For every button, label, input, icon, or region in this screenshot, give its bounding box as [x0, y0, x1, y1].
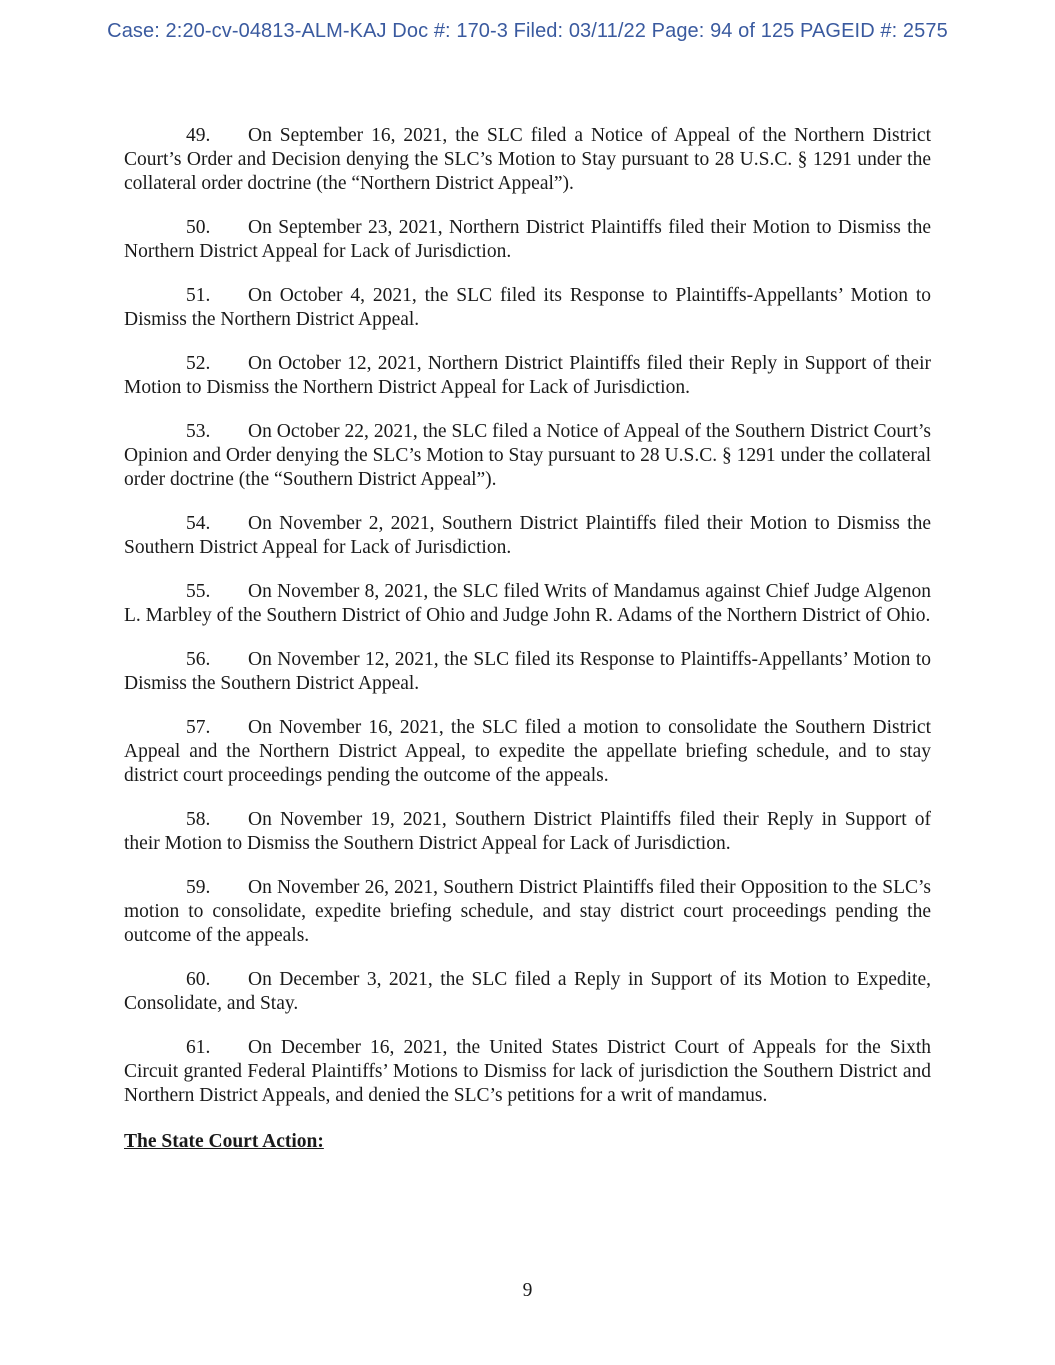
paragraph-number: 58.	[186, 809, 211, 830]
paragraph-text: On October 4, 2021, the SLC filed its Response to Plaintiffs-Appellants’ Motion to Dismiss the Northern District Appeal.	[124, 285, 931, 330]
paragraph-number: 54.	[186, 513, 211, 534]
paragraph-50	[124, 216, 931, 264]
paragraph-text: On October 22, 2021, the SLC filed a Notice of Appeal of the Southern District Court’s Opinion and Order denying the SLC’s Motion to Stay pursuant to 28 U.S.C. § 1291 under the collateral order doctrine (the “Southern District Appeal”).	[124, 421, 931, 490]
paragraph-text: On September 23, 2021, Northern District Plaintiffs filed their Motion to Dismiss the Northern District Appeal for Lack of Jurisdiction.	[124, 217, 931, 262]
paragraph-number: 52.	[186, 353, 211, 374]
paragraph-number: 50.	[186, 217, 211, 238]
paragraph-56	[124, 648, 931, 696]
paragraph-57	[124, 716, 931, 788]
paragraph-text: On September 16, 2021, the SLC filed a Notice of Appeal of the Northern District Court’s Order and Decision denying the SLC’s Motion to Stay pursuant to 28 U.S.C. § 1291 under the collateral order doctrine (the “Northern District Appeal”).	[124, 125, 931, 194]
paragraph-54	[124, 512, 931, 560]
paragraph-58	[124, 808, 931, 856]
paragraph-number: 49.	[186, 125, 211, 146]
paragraph-text: On December 16, 2021, the United States District Court of Appeals for the Sixth Circuit granted Federal Plaintiffs’ Motions to Dismiss for lack of jurisdiction the Southern District and Northern District Appeals, and denied the SLC’s petitions for a writ of mandamus.	[124, 1037, 931, 1106]
paragraph-number: 53.	[186, 421, 211, 442]
paragraph-text: On November 19, 2021, Southern District Plaintiffs filed their Reply in Support of their Motion to Dismiss the Southern District Appeal for Lack of Jurisdiction.	[124, 809, 931, 854]
paragraph-text: On December 3, 2021, the SLC filed a Reply in Support of its Motion to Expedite, Consolidate, and Stay.	[124, 969, 931, 1014]
paragraph-number: 57.	[186, 717, 211, 738]
paragraph-number: 59.	[186, 877, 211, 898]
document-body	[124, 124, 931, 1154]
section-heading: The State Court Action:	[124, 1131, 324, 1152]
paragraph-55	[124, 580, 931, 628]
page-number: 9	[522, 1280, 533, 1301]
paragraph-61	[124, 1036, 931, 1108]
paragraph-text: On October 12, 2021, Northern District Plaintiffs filed their Reply in Support of their Motion to Dismiss the Northern District Appeal for Lack of Jurisdiction.	[124, 353, 931, 398]
paragraph-60	[124, 968, 931, 1016]
case-header: Case: 2:20-cv-04813-ALM-KAJ Doc #: 170-3 Filed: 03/11/22 Page: 94 of 125 PAGEID #: 2575	[107, 20, 948, 42]
paragraph-number: 56.	[186, 649, 211, 670]
paragraph-text: On November 26, 2021, Southern District Plaintiffs filed their Opposition to the SLC’s motion to consolidate, expedite briefing schedule, and stay district court proceedings pending the outcome of the appeals.	[124, 877, 931, 946]
paragraph-51	[124, 284, 931, 332]
paragraph-49	[124, 124, 931, 196]
paragraph-text: On November 12, 2021, the SLC filed its Response to Plaintiffs-Appellants’ Motion to Dismiss the Southern District Appeal.	[124, 649, 931, 694]
paragraph-text: On November 2, 2021, Southern District Plaintiffs filed their Motion to Dismiss the Southern District Appeal for Lack of Jurisdiction.	[124, 513, 931, 558]
paragraph-text: On November 8, 2021, the SLC filed Writs of Mandamus against Chief Judge Algenon L. Marbley of the Southern District of Ohio and Judge John R. Adams of the Northern District of Ohio.	[124, 581, 931, 626]
paragraph-text: On November 16, 2021, the SLC filed a motion to consolidate the Southern District Appeal and the Northern District Appeal, to expedite the appellate briefing schedule, and to stay district court proceedings pending the outcome of the appeals.	[124, 717, 931, 786]
paragraph-53	[124, 420, 931, 492]
paragraph-number: 60.	[186, 969, 211, 990]
paragraph-59	[124, 876, 931, 948]
paragraph-number: 51.	[186, 285, 211, 306]
paragraph-number: 61.	[186, 1037, 211, 1058]
paragraph-52	[124, 352, 931, 400]
paragraph-number: 55.	[186, 581, 211, 602]
